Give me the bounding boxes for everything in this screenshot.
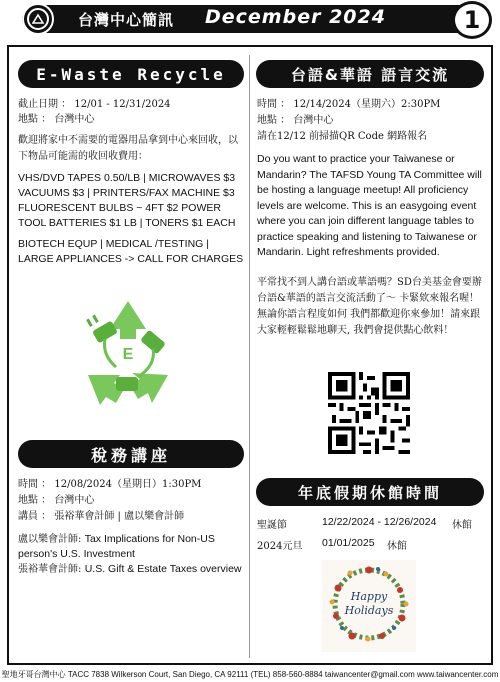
happy-holidays-line-2: Holidays xyxy=(344,604,394,617)
language-section xyxy=(257,97,485,345)
ewaste-items-priced: VHS/DVD TAPES 0.50/LB | MICROWAVES $3 VACUUMS $3 | PRINTERS/FAX MACHINE $3 FLUORESCENT BULBS ~ 4FT $2 POWER TOOL BATTERIES $1 LB | TONERS $1 EACH xyxy=(18,172,236,229)
happy-holidays-card xyxy=(322,560,416,652)
newsletter-header xyxy=(0,0,500,40)
holiday-row-2-status: 休館 xyxy=(387,541,407,552)
holiday-row-1-label: 聖誕節 xyxy=(257,520,287,531)
tax-topic-1 xyxy=(18,532,244,562)
taiwan-center-logo xyxy=(22,3,54,35)
holiday-row-2-label: 2024元旦 xyxy=(257,541,303,552)
tax-location: 地點 ： 台灣中心 xyxy=(18,495,95,506)
ewaste-section xyxy=(18,97,244,273)
tax-time: 時間 ： 12/08/2024（星期日）1:30PM xyxy=(18,479,202,490)
newsletter-title: 台灣中心簡訊 xyxy=(78,11,175,29)
tax-section xyxy=(18,477,244,583)
ewaste-location: 地點 ： 台灣中心 xyxy=(18,114,95,125)
language-title: 台語&華語 語言交流 xyxy=(256,60,484,88)
holiday-title: 年底假期休館時間 xyxy=(256,478,484,506)
column-divider xyxy=(249,55,250,658)
holiday-row-2-dates: 01/01/2025 xyxy=(322,537,375,549)
language-english-description: Do you want to practice your Taiwanese or Mandarin? The TAFSD Young TA Committee will be hosting a language meetup! All proficiency levels are welcome. This is an easygoing event where you can join different language tables to practice speaking and listening to Taiwanese or Mandarin. Light refreshments provided. xyxy=(257,153,482,258)
newsletter-month: December 2024 xyxy=(205,6,386,28)
ewaste-deadline: 截止日期 ： 12/01 - 12/31/2024 xyxy=(18,99,171,110)
page-number: 1 xyxy=(452,1,492,39)
tax-topic-1-speaker: 盧以樂會計師: xyxy=(18,534,82,545)
language-signup: 請在12/12 前掃描QR Code 網路報名 xyxy=(257,131,428,142)
happy-holidays-line-1: Happy xyxy=(350,590,388,603)
tax-topic-2-speaker: 張裕華會計師: xyxy=(18,564,82,575)
ewaste-items-call: BIOTECH EQUP | MEDICAL /TESTING | LARGE APPLIANCES -> CALL FOR CHARGES xyxy=(18,238,244,265)
tax-topic-2 xyxy=(18,562,244,577)
tax-title: 稅務講座 xyxy=(18,440,244,468)
holiday-row-1-status: 休館 xyxy=(452,520,472,531)
footer-contact: 聖地牙哥台灣中心 TACC 7838 Wilkerson Court, San Diego, CA 92111 (TEL) 858-560-8884 taiwancenter@gmail.com www.taiwancenter.com xyxy=(1,670,499,679)
tax-topic-2-text: U.S. Gift & Estate Taxes overview xyxy=(84,563,242,575)
language-time: 時間 ： 12/14/2024（星期六）2:30PM xyxy=(257,99,441,110)
happy-holidays-text xyxy=(322,590,416,618)
tax-topic-1-text: Tax Implications for Non-US person's U.S. Investment xyxy=(18,533,215,560)
ewaste-intro: 歡迎將家中不需要的電器用品拿到中心來回收，以下物品可能需的收回收費用： xyxy=(18,135,238,162)
svg-text:E: E xyxy=(122,346,134,363)
registration-qr-code[interactable] xyxy=(328,372,410,454)
language-chinese-description: 平常找不到人講台語或華語嗎？SD台美基金會要辦台語&華語的語言交流活動了～ 卡緊欸來報名喔！無論你語言程度如何 我們都歡迎你來參加！請來跟大家輕輕鬆鬆地聊天, 我們會提供點心飲料！ xyxy=(257,276,482,336)
recycle-plug-illustration xyxy=(72,295,184,407)
holiday-row-1-dates: 12/22/2024 - 12/26/2024 xyxy=(322,516,437,528)
ewaste-title: E-Waste Recycle xyxy=(18,60,244,88)
language-location: 地點 ： 台灣中心 xyxy=(257,115,334,126)
tax-speakers: 講員 ： 張裕華會計師 | 盧以樂會計師 xyxy=(18,511,185,522)
